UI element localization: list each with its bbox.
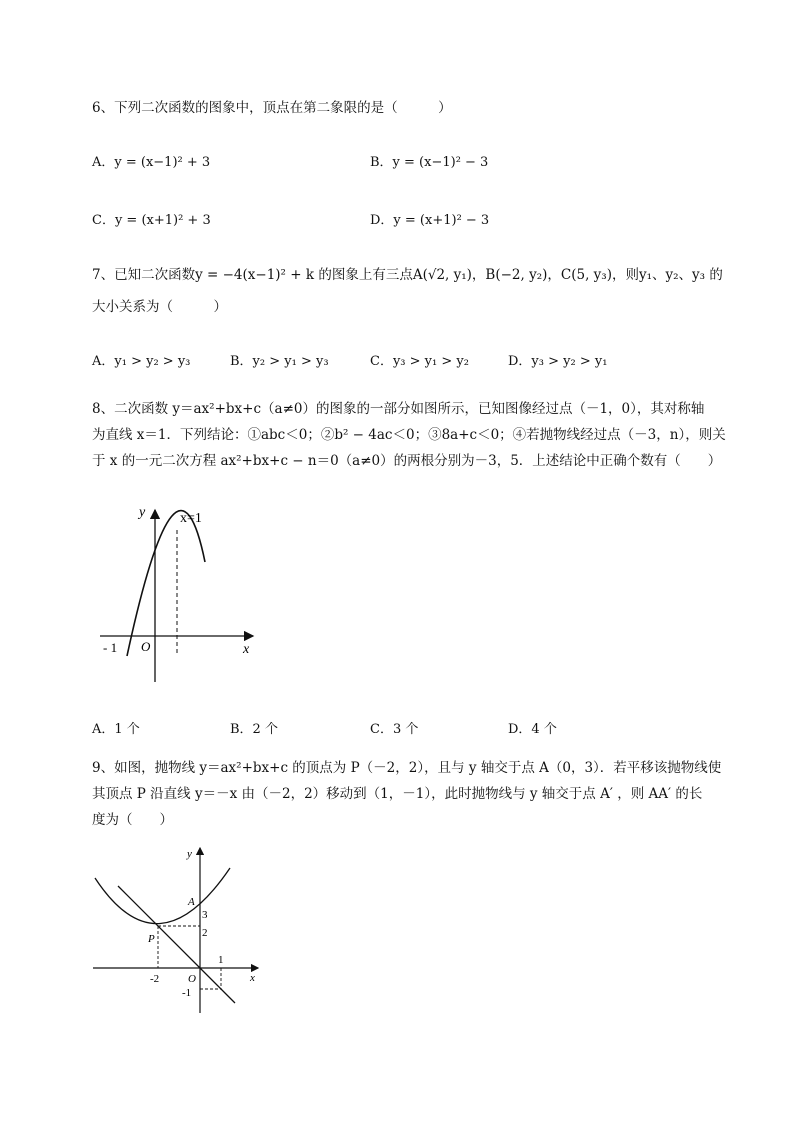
q7-option-d: D．y₃ > y₂ > y₁ xyxy=(508,354,608,369)
q9-tick-neg-2: -2 xyxy=(150,973,160,985)
question-7-line-2: 大小关系为（ ） xyxy=(92,299,227,315)
q9-tick-2: 2 xyxy=(202,927,208,939)
q6-option-d: D．y = (x+1)² − 3 xyxy=(370,213,490,228)
q7-option-a: A．y₁ > y₂ > y₃ xyxy=(92,354,191,369)
q9-y-label: y xyxy=(187,848,192,860)
q7-option-c: C．y₃ > y₁ > y₂ xyxy=(370,354,469,369)
q6-option-a: A．y = (x−1)² + 3 xyxy=(92,155,211,170)
q9-origin-label: O xyxy=(188,973,196,985)
q8-y-label: y xyxy=(139,505,146,520)
question-9-line-2: 其顶点 P 沿直线 y＝－x 由（－2，2）移动到（1，－1），此时抛物线与 y 轴交于点 A′ ，则 AA′ 的长 xyxy=(92,786,703,802)
question-9 xyxy=(92,755,752,833)
q8-origin-label: O xyxy=(141,639,151,654)
q9-tick-1: 1 xyxy=(218,954,224,966)
q8-symmetry-label: x=1 xyxy=(180,511,202,526)
q9-tick-neg-1: -1 xyxy=(182,987,192,999)
question-8-line-1: 8、二次函数 y＝ax²+bx+c（a≠0）的图象的一部分如图所示，已知图像经过点（－1，0），其对称轴 xyxy=(92,401,705,417)
q9-point-a-label: A xyxy=(188,896,195,908)
question-8-line-3: 于 x 的一元二次方程 ax²+bx+c − n＝0（a≠0）的两根分别为－3，5．上述结论中正确个数有（ ） xyxy=(92,453,722,469)
question-8 xyxy=(92,396,752,474)
question-8-line-2: 为直线 x＝1．下列结论：①abc＜0；②b² − 4ac＜0；③8a+c＜0；④若抛物线经过点（－3，n），则关 xyxy=(92,427,726,443)
q9-x-label: x xyxy=(250,972,255,984)
question-9-line-1: 9、如图，抛物线 y＝ax²+bx+c 的顶点为 P（－2，2），且与 y 轴交于点 A（0，3）．若平移该抛物线使 xyxy=(92,760,722,776)
q8-option-c: C．3 个 xyxy=(370,722,419,737)
q9-parabola-curve xyxy=(95,868,230,924)
q8-option-b: B．2 个 xyxy=(230,722,278,737)
q8-option-d: D．4 个 xyxy=(508,722,557,737)
q8-neg-one-label: - 1 xyxy=(103,640,118,655)
q8-x-label: x xyxy=(243,642,250,657)
question-6 xyxy=(92,95,752,121)
q7-option-b: B．y₂ > y₁ > y₃ xyxy=(230,354,329,369)
question-7 xyxy=(92,262,752,320)
q8-option-a: A．1 个 xyxy=(92,722,140,737)
q8-parabola-curve xyxy=(127,511,205,656)
question-6-stem: 6、下列二次函数的图象中，顶点在第二象限的是（ ） xyxy=(92,100,452,116)
q9-tick-3: 3 xyxy=(202,909,208,921)
q6-option-c: C．y = (x+1)² + 3 xyxy=(92,213,211,228)
q9-point-p-label: P xyxy=(148,933,155,945)
question-9-line-3: 度为（ ） xyxy=(92,812,173,828)
question-7-line-1: 7、已知二次函数y = −4(x−1)² + k 的图象上有三点A(√2, y₁)，B(−2, y₂)，C(5, y₃)，则y₁、y₂、y₃ 的 xyxy=(92,267,723,283)
q8-parabola-figure xyxy=(95,500,265,690)
q9-line-y-neg-x xyxy=(118,886,235,1003)
q6-option-b: B．y = (x−1)² − 3 xyxy=(370,155,489,170)
q9-parabola-figure xyxy=(90,843,265,1018)
